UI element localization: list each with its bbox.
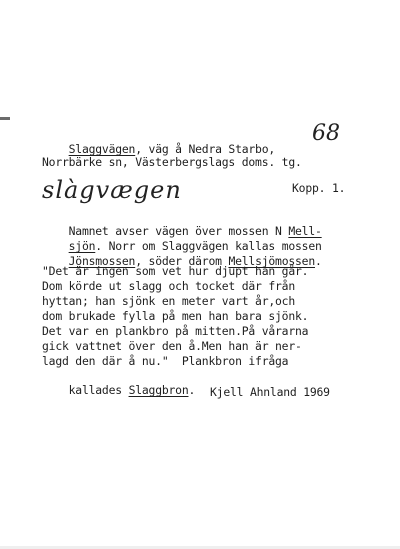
place-description: , väg å Nedra Starbo, <box>135 142 276 156</box>
body-text: . Norr om Slaggvägen kallas mossen <box>95 239 322 253</box>
body-text: , söder därom <box>135 254 229 268</box>
copy-label: Kopp. 1. <box>292 181 346 195</box>
parish-line: Norrbärke sn, Västerbergslags doms. tg. <box>42 155 302 169</box>
body-text: Namnet avser vägen över mossen N <box>68 224 289 238</box>
card-number: 68 <box>312 121 340 146</box>
signature: Kjell Ahnland 1969 <box>210 385 330 399</box>
quote-line-7: lagd den där å nu." Plankbron ifråga <box>42 354 289 368</box>
quote-line-4: dom brukade fylla på men han bara sjönk. <box>42 309 309 323</box>
body-text: kallades <box>68 383 129 397</box>
place-ref-mellsjon-cont: sjön <box>68 239 96 253</box>
place-name: Slaggvägen <box>68 142 136 156</box>
quote-line-5: Det var en plankbro på mitten.På vårarna <box>42 324 309 338</box>
place-ref-slaggbron: Slaggbron <box>128 383 189 397</box>
place-ref-mellsjon: Mell- <box>288 224 322 238</box>
handwritten-pronunciation: slàgvægen <box>42 176 182 204</box>
quote-line-6: gick vattnet över den å.Men han är ner- <box>42 339 302 353</box>
quote-line-2: Dom körde ut slagg och tocket där från <box>42 279 295 293</box>
body-text: . <box>188 383 196 397</box>
quote-line-8 <box>42 369 195 411</box>
quote-line-3: hyttan; han sjönk en meter vart år,och <box>42 294 295 308</box>
place-ref-mellsjomossen: Mellsjömossen <box>228 254 315 268</box>
place-ref-jonsmossen: Jönsmossen <box>68 254 136 268</box>
quote-line-1: "Det är ingen som vet hur djupt han går. <box>42 264 309 278</box>
punch-mark <box>0 117 10 120</box>
body-text: . <box>315 254 322 268</box>
